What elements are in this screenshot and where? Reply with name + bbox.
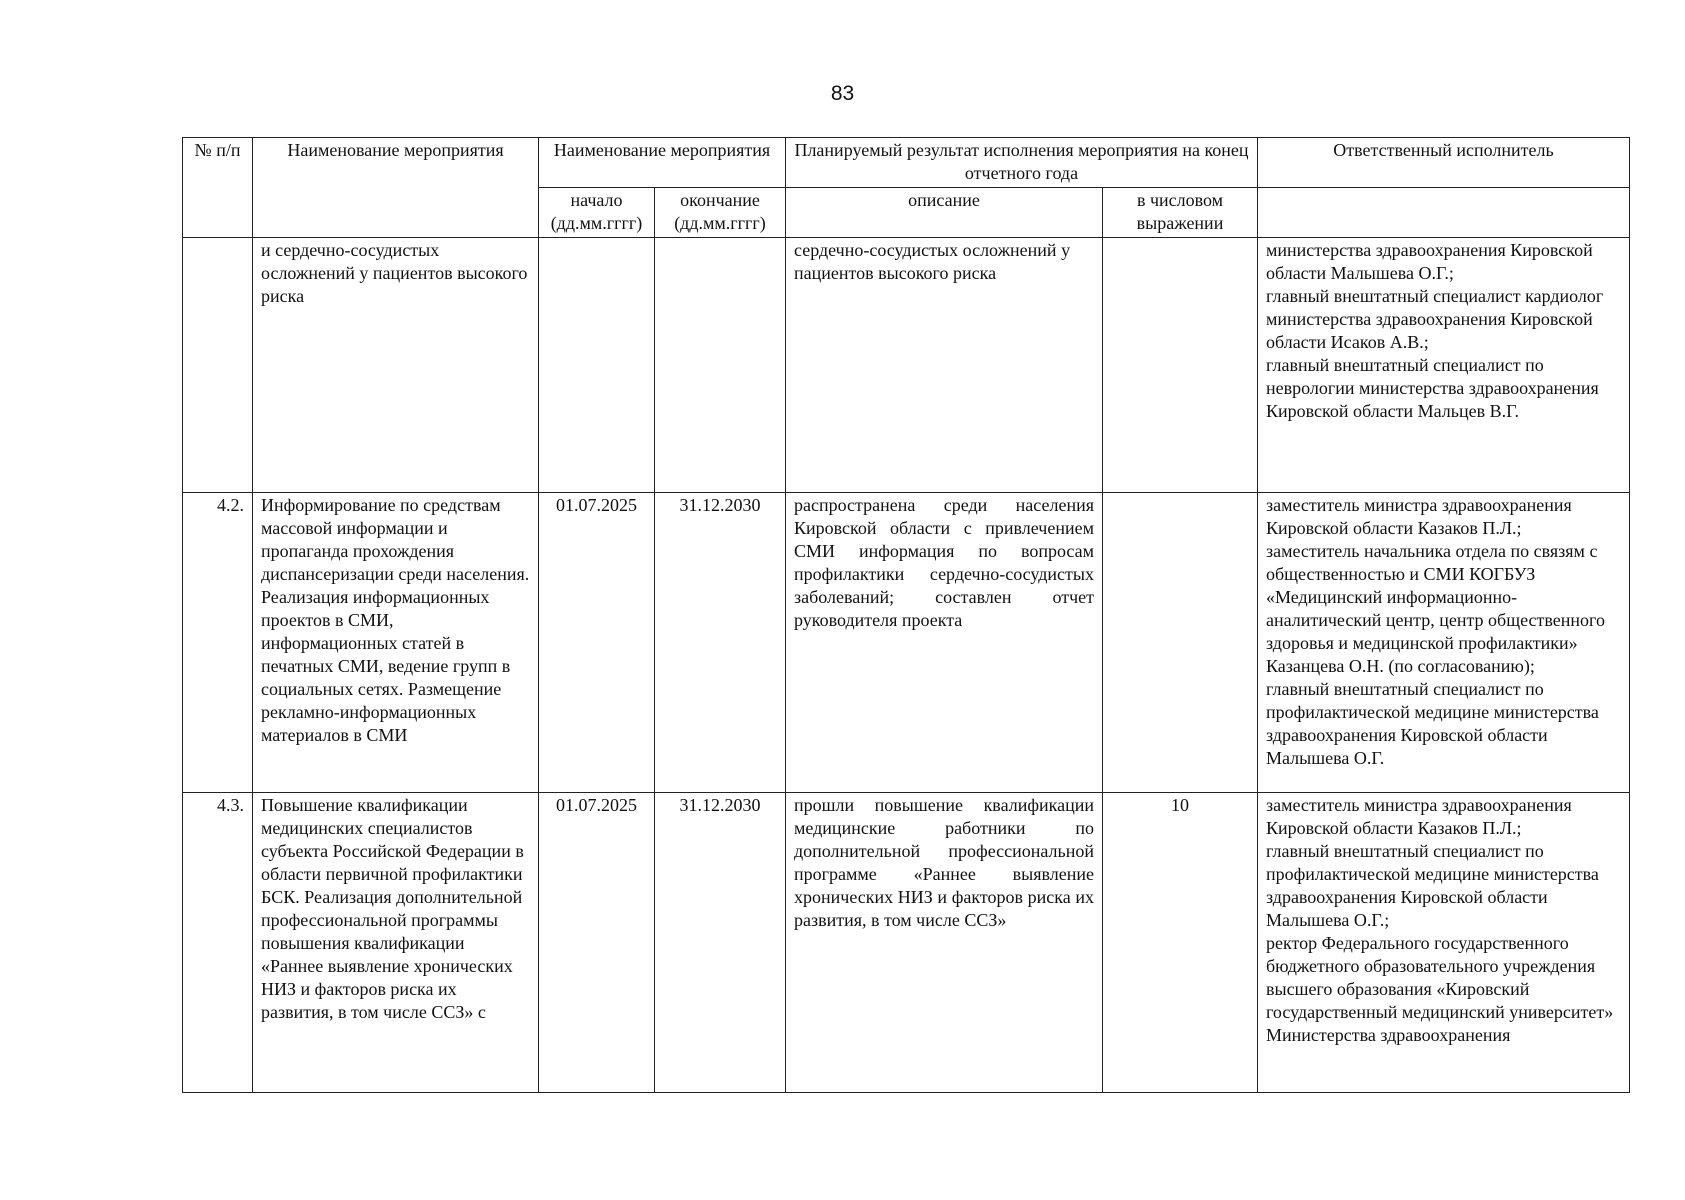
responsible-line: министерства здравоохранения Кировской области Малышева О.Г.; xyxy=(1266,240,1593,283)
row-name: Информирование по средствам массовой информации и пропаганда прохождения диспансеризации среди населения. Реализация информационных проектов в СМИ, информационных статей в печатных СМИ, ведение групп в социальных сетях. Размещение рекламно-информационных материалов в СМИ xyxy=(253,493,539,793)
row-description: распространена среди населения Кировской области с привлечением СМИ информация по вопросам профилактики сердечно-сосудистых заболеваний; составлен отчет руководителя проекта xyxy=(786,493,1103,793)
responsible-line: ректор Федерального государственного бюджетного образовательного учреждения высшего образования «Кировский государственный медицинский университет» Министерства здравоохранения xyxy=(1266,933,1614,1045)
row-start: 01.07.2025 xyxy=(539,793,655,1093)
responsible-line: главный внештатный специалист кардиолог министерства здравоохранения Кировской области Исаков А.В.; xyxy=(1266,286,1604,352)
header-start: начало (дд.мм.гггг) xyxy=(539,188,655,238)
table-row xyxy=(183,238,1630,493)
row-end: 31.12.2030 xyxy=(655,493,786,793)
header-numeric: в числовом выражении xyxy=(1103,188,1258,238)
row-end xyxy=(655,238,786,493)
row-start: 01.07.2025 xyxy=(539,493,655,793)
header-responsible-empty xyxy=(1258,188,1630,238)
row-description: прошли повышение квалификации медицинские работники по дополнительной профессиональной программе «Раннее выявление хронических НИЗ и факторов риска их развития, в том числе ССЗ» xyxy=(786,793,1103,1093)
page-number: 83 xyxy=(830,82,855,105)
row-value xyxy=(1103,493,1258,793)
responsible-line: главный внештатный специалист по неврологии министерства здравоохранения Кировской области Мальцев В.Г. xyxy=(1266,355,1599,421)
row-end: 31.12.2030 xyxy=(655,793,786,1093)
row-start xyxy=(539,238,655,493)
row-name: Повышение квалификации медицинских специалистов субъекта Российской Федерации в области первичной профилактики БСК. Реализация дополнительной профессиональной программы повышения квалификации «Раннее выявление хронических НИЗ и факторов риска их развития, в том числе ССЗ» с xyxy=(253,793,539,1093)
row-description: сердечно-сосудистых осложнений у пациентов высокого риска xyxy=(786,238,1103,493)
header-end: окончание (дд.мм.гггг) xyxy=(655,188,786,238)
header-responsible: Ответственный исполнитель xyxy=(1258,138,1630,188)
responsible-line: заместитель министра здравоохранения Кировской области Казаков П.Л.; xyxy=(1266,795,1572,838)
header-description: описание xyxy=(786,188,1103,238)
responsible-line: главный внештатный специалист по профилактической медицине министерства здравоохранения Кировской области Малышева О.Г. xyxy=(1266,679,1599,768)
row-responsible xyxy=(1258,793,1630,1093)
row-responsible xyxy=(1258,238,1630,493)
row-responsible xyxy=(1258,493,1630,793)
row-num: 4.2. xyxy=(183,493,253,793)
row-value: 10 xyxy=(1103,793,1258,1093)
table-row xyxy=(183,493,1630,793)
header-period: Наименование мероприятия xyxy=(539,138,786,188)
row-num: 4.3. xyxy=(183,793,253,1093)
table-row xyxy=(183,793,1630,1093)
responsible-line: заместитель министра здравоохранения Кировской области Казаков П.Л.; xyxy=(1266,495,1572,538)
responsible-line: главный внештатный специалист по профилактической медицине министерства здравоохранения Кировской области Малышева О.Г.; xyxy=(1266,841,1599,930)
header-planned-result: Планируемый результат исполнения мероприятия на конец отчетного года xyxy=(786,138,1258,188)
measures-table xyxy=(182,137,1630,1093)
row-name: и сердечно-сосудистых осложнений у пациентов высокого риска xyxy=(253,238,539,493)
responsible-line: заместитель начальника отдела по связям с общественностью и СМИ КОГБУЗ «Медицинский информационно-аналитический центр, центр общественного здоровья и медицинской профилактики» Казанцева О.Н. (по согласованию); xyxy=(1266,541,1605,676)
header-num: № п/п xyxy=(183,138,253,238)
row-value xyxy=(1103,238,1258,493)
row-num xyxy=(183,238,253,493)
header-event-name: Наименование мероприятия xyxy=(253,138,539,238)
